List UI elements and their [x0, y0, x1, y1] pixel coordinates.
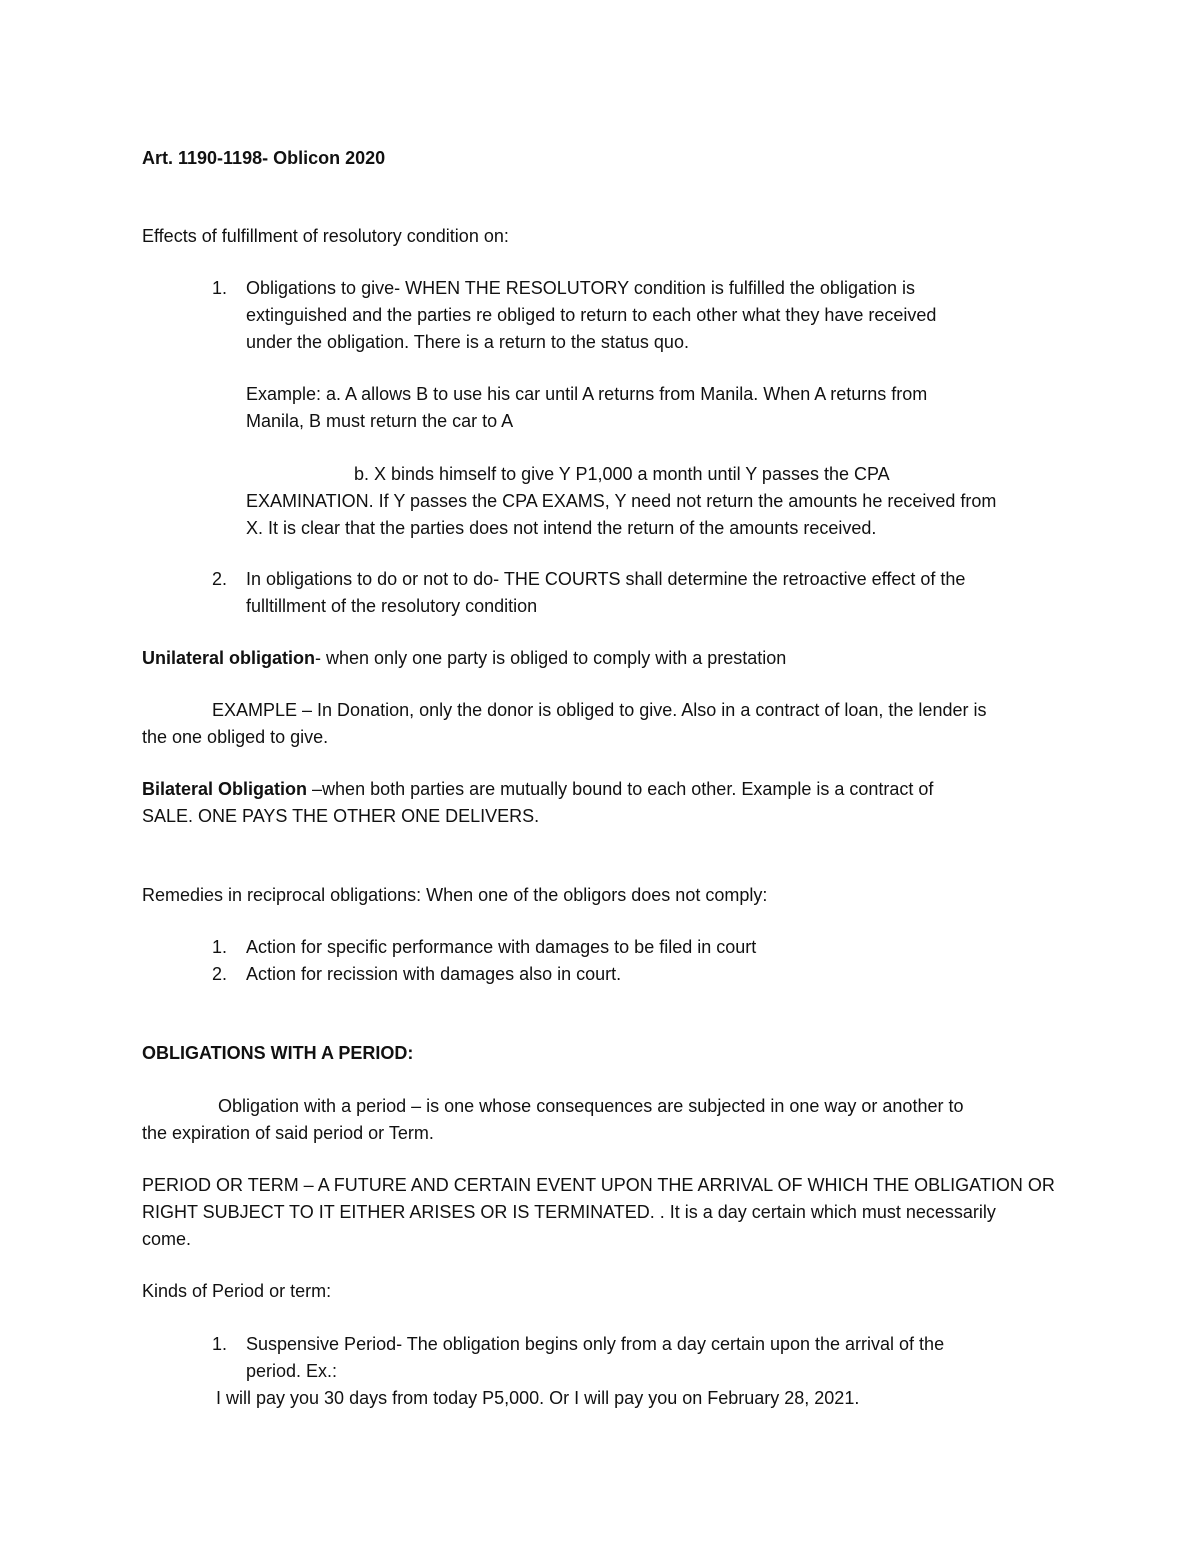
item1-line2: extinguished and the parties re obliged to return to each other what they have received — [246, 305, 937, 325]
item2-number: 2. — [212, 569, 228, 589]
bilateral-term: Bilateral Obligation — [142, 779, 308, 799]
unilateral-example-line1: EXAMPLE – In Donation, only the donor is obliged to give. Also in a contract of loan, the lender is — [212, 700, 987, 720]
remedy2-number: 2. — [212, 964, 228, 984]
period-heading: OBLIGATIONS WITH A PERIOD: — [142, 1043, 414, 1063]
item1-number: 1. — [212, 278, 228, 298]
kind1-example: I will pay you 30 days from today P5,000. Or I will pay you on February 28, 2021. — [216, 1388, 860, 1408]
remedies-heading: Remedies in reciprocal obligations: When one of the obligors does not comply: — [142, 885, 768, 905]
item1-lead: Obligations to give- — [246, 278, 401, 298]
example-b-line3: X. It is clear that the parties does not intend the return of the amounts received. — [246, 518, 877, 538]
period-term-line2: RIGHT SUBJECT TO IT EITHER ARISES OR IS TERMINATED. . It is a day certain which must necessarily — [142, 1202, 996, 1222]
remedy1-number: 1. — [212, 937, 228, 957]
unilateral-term: Unilateral obligation — [142, 648, 316, 668]
example-b-line1: b. X binds himself to give Y P1,000 a month until Y passes the CPA — [354, 464, 890, 484]
period-term-line1: PERIOD OR TERM – A FUTURE AND CERTAIN EVENT UPON THE ARRIVAL OF WHICH THE OBLIGATION OR — [142, 1175, 1055, 1195]
item1-line1-rest: WHEN THE RESOLUTORY condition is fulfilled the obligation is — [400, 278, 915, 298]
unilateral-example-line2: the one obliged to give. — [142, 727, 329, 747]
kind1-line1: Suspensive Period- The obligation begins only from a day certain upon the arrival of the — [246, 1334, 945, 1354]
unilateral-definition — [142, 645, 786, 672]
bilateral-definition — [142, 776, 933, 803]
item1-line1 — [246, 275, 915, 302]
remedy1-text: Action for specific performance with damages to be filed in court — [246, 937, 757, 957]
unilateral-text: - when only one party is obliged to comply with a prestation — [315, 648, 787, 668]
bilateral-line2: SALE. ONE PAYS THE OTHER ONE DELIVERS. — [142, 806, 540, 826]
period-def-line2: the expiration of said period or Term. — [142, 1123, 434, 1143]
document-title: Art. 1190-1198- Oblicon 2020 — [142, 148, 386, 168]
remedy2-text: Action for recission with damages also in court. — [246, 964, 622, 984]
period-def-line1: Obligation with a period – is one whose consequences are subjected in one way or another to — [218, 1096, 964, 1116]
effects-heading: Effects of fulfillment of resolutory condition on: — [142, 226, 509, 246]
item2-line1: In obligations to do or not to do- THE COURTS shall determine the retroactive effect of the — [246, 569, 966, 589]
item1-line3: under the obligation. There is a return to the status quo. — [246, 332, 689, 352]
kind1-number: 1. — [212, 1334, 228, 1354]
kinds-heading: Kinds of Period or term: — [142, 1281, 332, 1301]
bilateral-text: –when both parties are mutually bound to each other. Example is a contract of — [307, 779, 934, 799]
example-a-line2: Manila, B must return the car to A — [246, 411, 514, 431]
example-a-line1: Example: a. A allows B to use his car until A returns from Manila. When A returns from — [246, 384, 928, 404]
kind1-line2: period. Ex.: — [246, 1361, 338, 1381]
example-b-line2: EXAMINATION. If Y passes the CPA EXAMS, Y need not return the amounts he received from — [246, 491, 997, 511]
item2-line2: fulltillment of the resolutory condition — [246, 596, 538, 616]
period-term-line3: come. — [142, 1229, 192, 1249]
